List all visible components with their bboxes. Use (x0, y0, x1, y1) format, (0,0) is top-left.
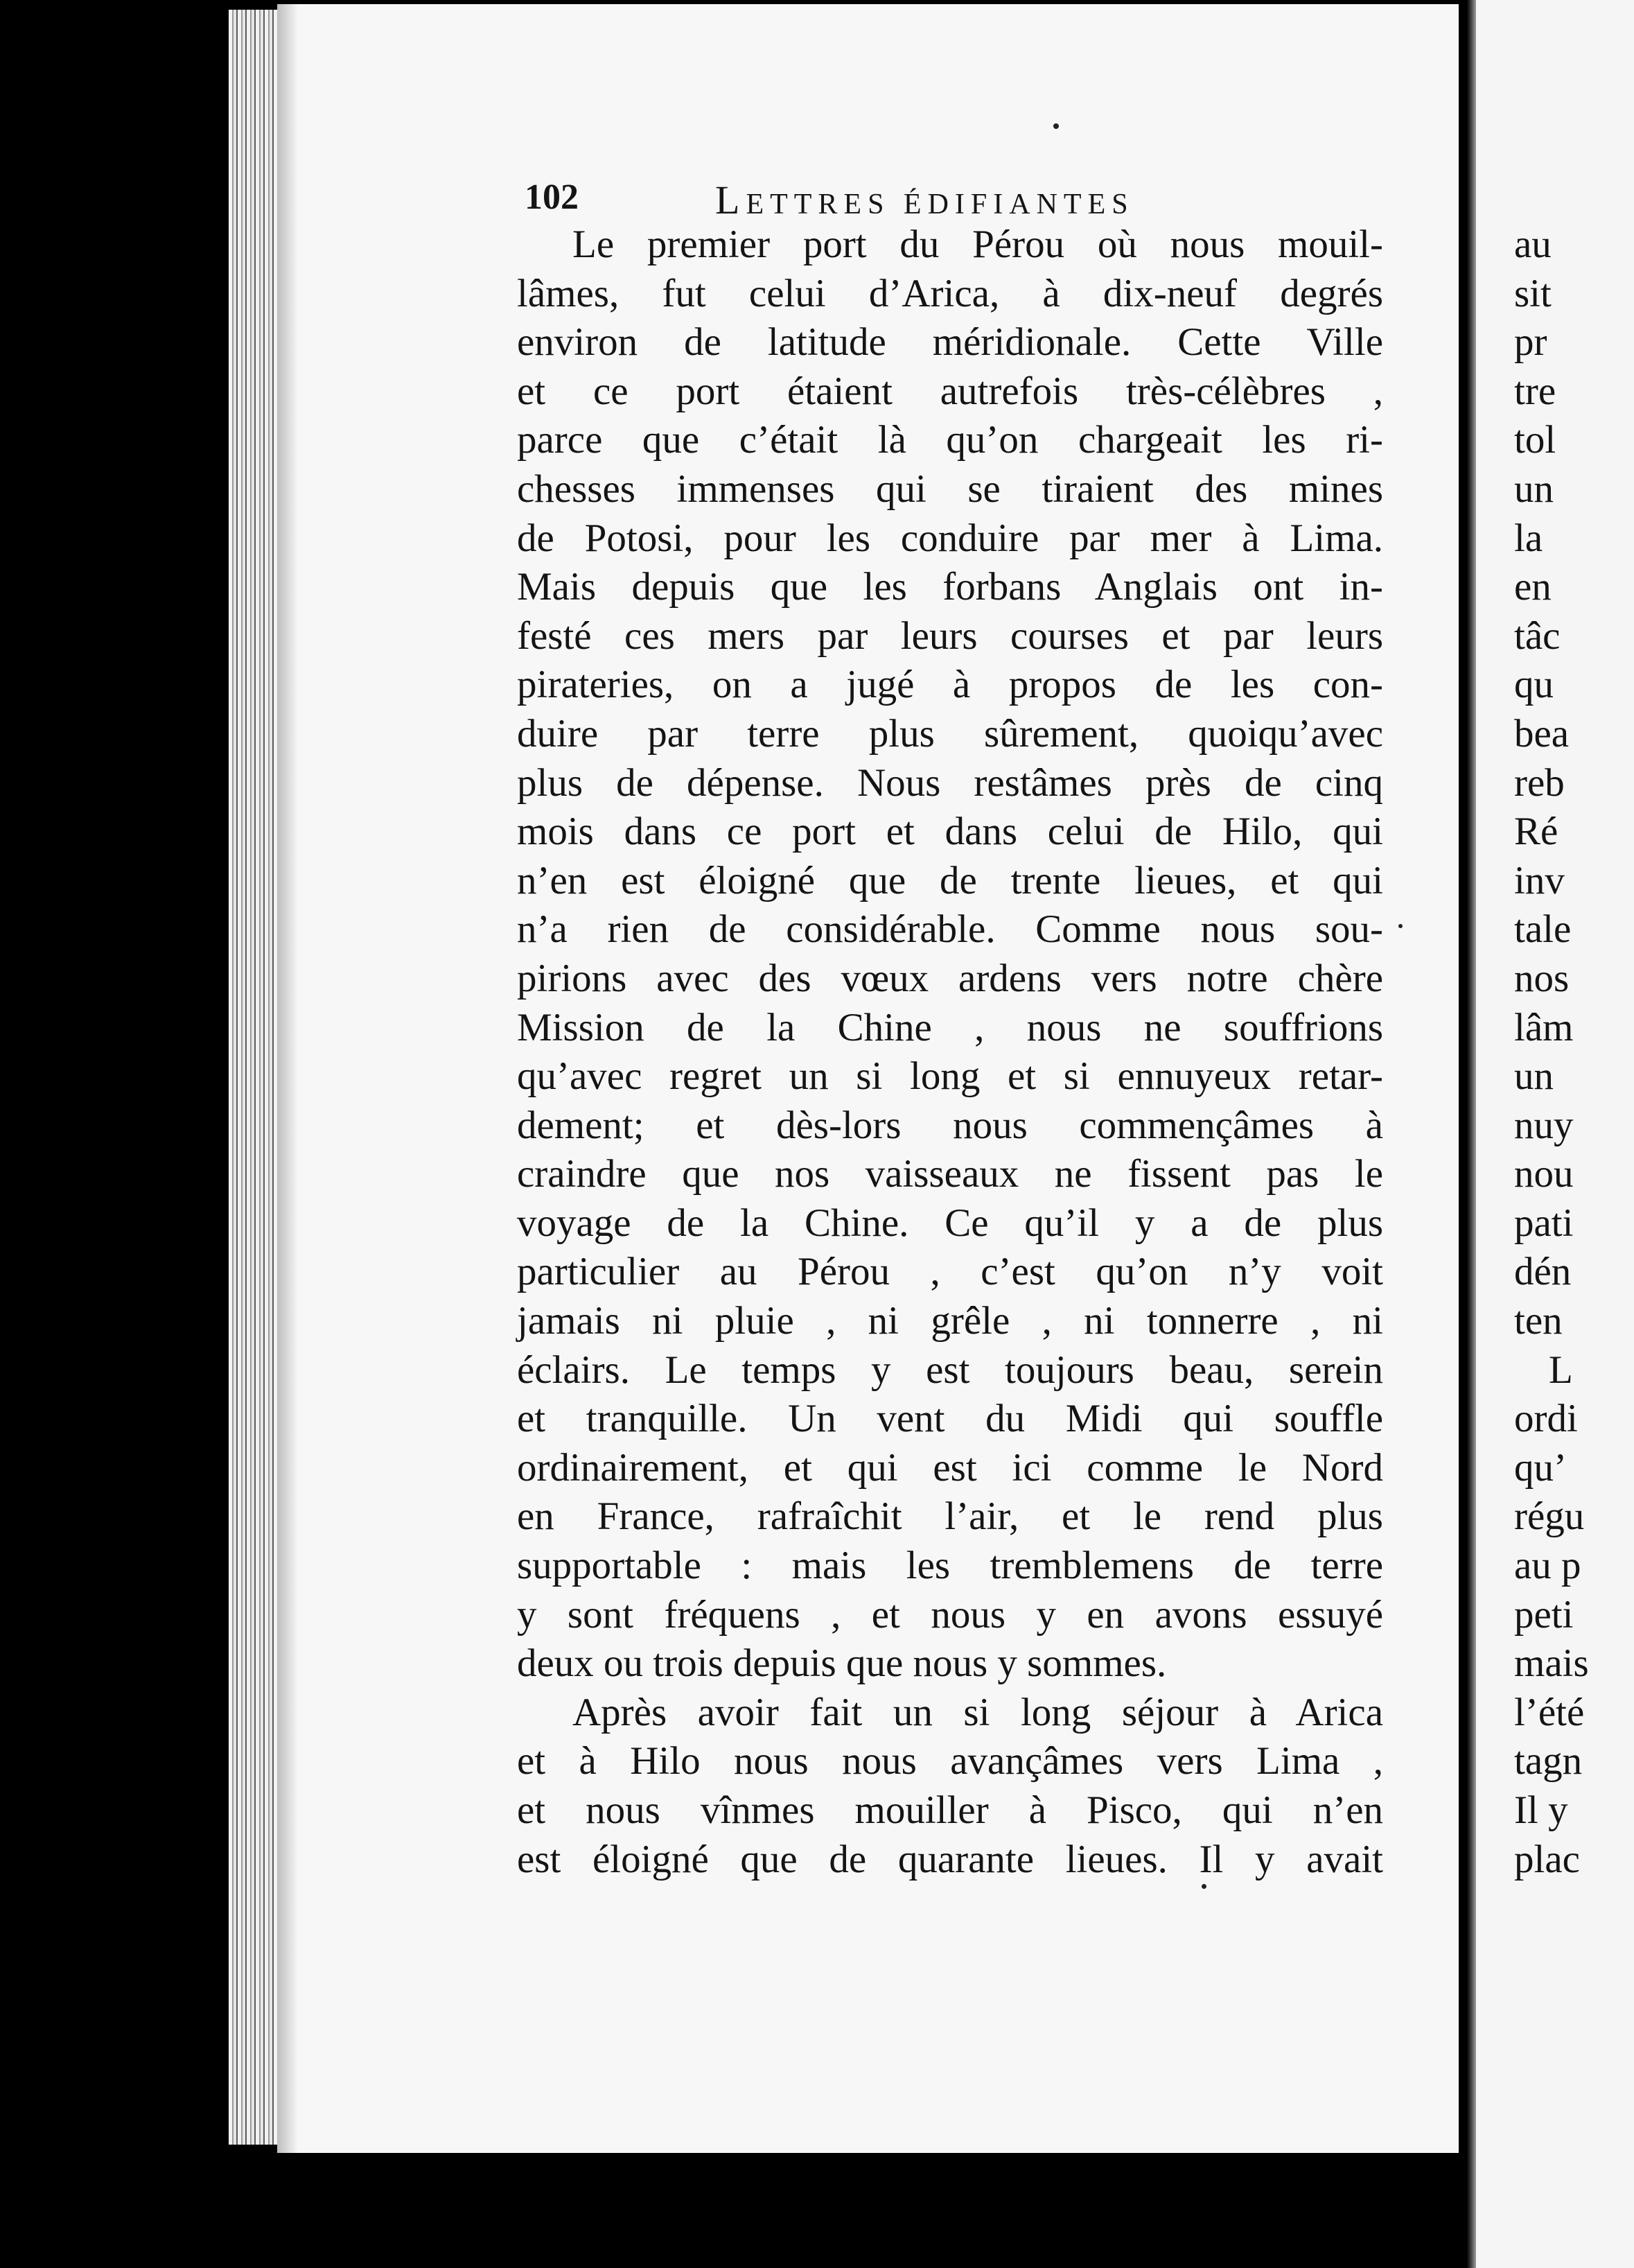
page-gutter-shadow (277, 4, 298, 2153)
facing-text-line: qu’ (1514, 1445, 1567, 1490)
facing-text-line: ten (1514, 1299, 1563, 1343)
text-line: duire par terre plus sûrement, quoiqu’avec (517, 711, 1383, 756)
facing-text-line: tâc (1514, 613, 1561, 658)
text-line: Mission de la Chine , nous ne souffrions (517, 1005, 1383, 1049)
text-line: en France, rafraîchit l’air, et le rend plus (517, 1494, 1383, 1539)
ink-speck (1202, 1884, 1206, 1889)
text-line: n’a rien de considérable. Comme nous sou- (517, 907, 1383, 952)
text-line: craindre que nos vaisseaux ne fissent pas le (517, 1152, 1383, 1196)
page-number: 102 (525, 177, 579, 217)
running-title (715, 177, 1134, 223)
text-line: éclairs. Le temps y est toujours beau, serein (517, 1347, 1383, 1392)
text-line: mois dans ce port et dans celui de Hilo, qui (517, 810, 1383, 854)
text-line: Le premier port du Pérou où nous mouil- (572, 223, 1383, 266)
text-line: supportable : mais les tremblemens de terre (517, 1544, 1383, 1588)
facing-text-line: tagn (1514, 1739, 1583, 1783)
facing-text-line: pr (1514, 320, 1547, 365)
facing-text-line: nou (1514, 1152, 1574, 1196)
facing-text-line: L (1549, 1347, 1573, 1392)
text-line: et ce port étaient autrefois très-célèbres , (517, 369, 1383, 413)
running-title-rest: ETTRES ÉDIFIANTES (746, 189, 1134, 220)
facing-text-line: inv (1514, 858, 1565, 902)
body-text (517, 220, 1383, 1884)
text-line: et nous vînmes mouiller à Pisco, qui n’en (517, 1788, 1383, 1832)
facing-text-line: tale (1514, 907, 1572, 952)
facing-text-line: mais (1514, 1641, 1589, 1686)
page-header (525, 177, 1384, 225)
text-line: dement; et dès-lors nous commençâmes à (517, 1103, 1383, 1147)
text-line: pirateries, on a jugé à propos de les con- (517, 663, 1383, 707)
text-line: deux ou trois depuis que nous y sommes. (517, 1641, 1167, 1686)
text-line: n’en est éloigné que de trente lieues, et qui (517, 858, 1383, 902)
text-line: qu’avec regret un si long et si ennuyeux retar- (517, 1054, 1383, 1099)
facing-text-line: l’été (1514, 1690, 1585, 1734)
text-line: environ de latitude méridionale. Cette Ville (517, 320, 1383, 365)
ink-speck (1398, 924, 1403, 928)
facing-text-line: régu (1514, 1494, 1585, 1539)
facing-page-text (1514, 220, 1634, 1884)
facing-text-line: pati (1514, 1201, 1574, 1245)
text-line: chesses immenses qui se tiraient des mines (517, 466, 1383, 511)
facing-text-line: tol (1514, 418, 1556, 462)
facing-text-line: nos (1514, 956, 1570, 1000)
text-line: particulier au Pérou , c’est qu’on n’y voit (517, 1250, 1383, 1294)
facing-text-line: bea (1514, 711, 1570, 756)
facing-text-line: peti (1514, 1592, 1574, 1637)
facing-text-line: qu (1514, 663, 1554, 707)
facing-text-line: en (1514, 565, 1552, 609)
facing-text-line: nuy (1514, 1103, 1574, 1147)
text-line: Mais depuis que les forbans Anglais ont in- (517, 565, 1383, 609)
facing-text-line: sit (1514, 271, 1552, 315)
facing-text-line: reb (1514, 760, 1565, 805)
facing-text-line: ordi (1514, 1397, 1578, 1441)
text-line: et à Hilo nous nous avançâmes vers Lima , (517, 1739, 1383, 1783)
facing-text-line: Il y (1514, 1788, 1568, 1832)
text-line: jamais ni pluie , ni grêle , ni tonnerre , ni (517, 1299, 1383, 1343)
text-line: est éloigné que de quarante lieues. Il y avait (517, 1837, 1383, 1881)
facing-text-line: lâm (1514, 1005, 1574, 1049)
text-line: parce que c’était là qu’on chargeait les ri- (517, 418, 1383, 462)
ink-speck (1053, 123, 1059, 129)
facing-text-line: un (1514, 466, 1554, 511)
facing-text-line: au p (1514, 1544, 1581, 1588)
text-line: voyage de la Chine. Ce qu’il y a de plus (517, 1201, 1383, 1245)
facing-text-line: plac (1514, 1837, 1580, 1881)
running-title-initial: L (715, 177, 746, 223)
text-line: festé ces mers par leurs courses et par leurs (517, 613, 1383, 658)
facing-text-line: la (1514, 516, 1543, 560)
facing-text-line: dén (1514, 1250, 1572, 1294)
text-line: lâmes, fut celui d’Arica, à dix-neuf degrés (517, 271, 1383, 315)
text-line: ordinairement, et qui est ici comme le Nord (517, 1445, 1383, 1490)
text-line: plus de dépense. Nous restâmes près de cinq (517, 760, 1383, 805)
text-line: de Potosi, pour les conduire par mer à Lima. (517, 516, 1383, 560)
text-line: y sont fréquens , et nous y en avons essuyé (517, 1592, 1383, 1637)
text-line: pirions avec des vœux ardens vers notre chère (517, 956, 1383, 1000)
text-line: et tranquille. Un vent du Midi qui souffle (517, 1397, 1383, 1441)
facing-text-line: un (1514, 1054, 1554, 1099)
facing-text-line: au (1514, 223, 1552, 266)
text-line: Après avoir fait un si long séjour à Arica (572, 1690, 1383, 1734)
facing-text-line: Ré (1514, 810, 1558, 854)
facing-text-line: tre (1514, 369, 1556, 413)
